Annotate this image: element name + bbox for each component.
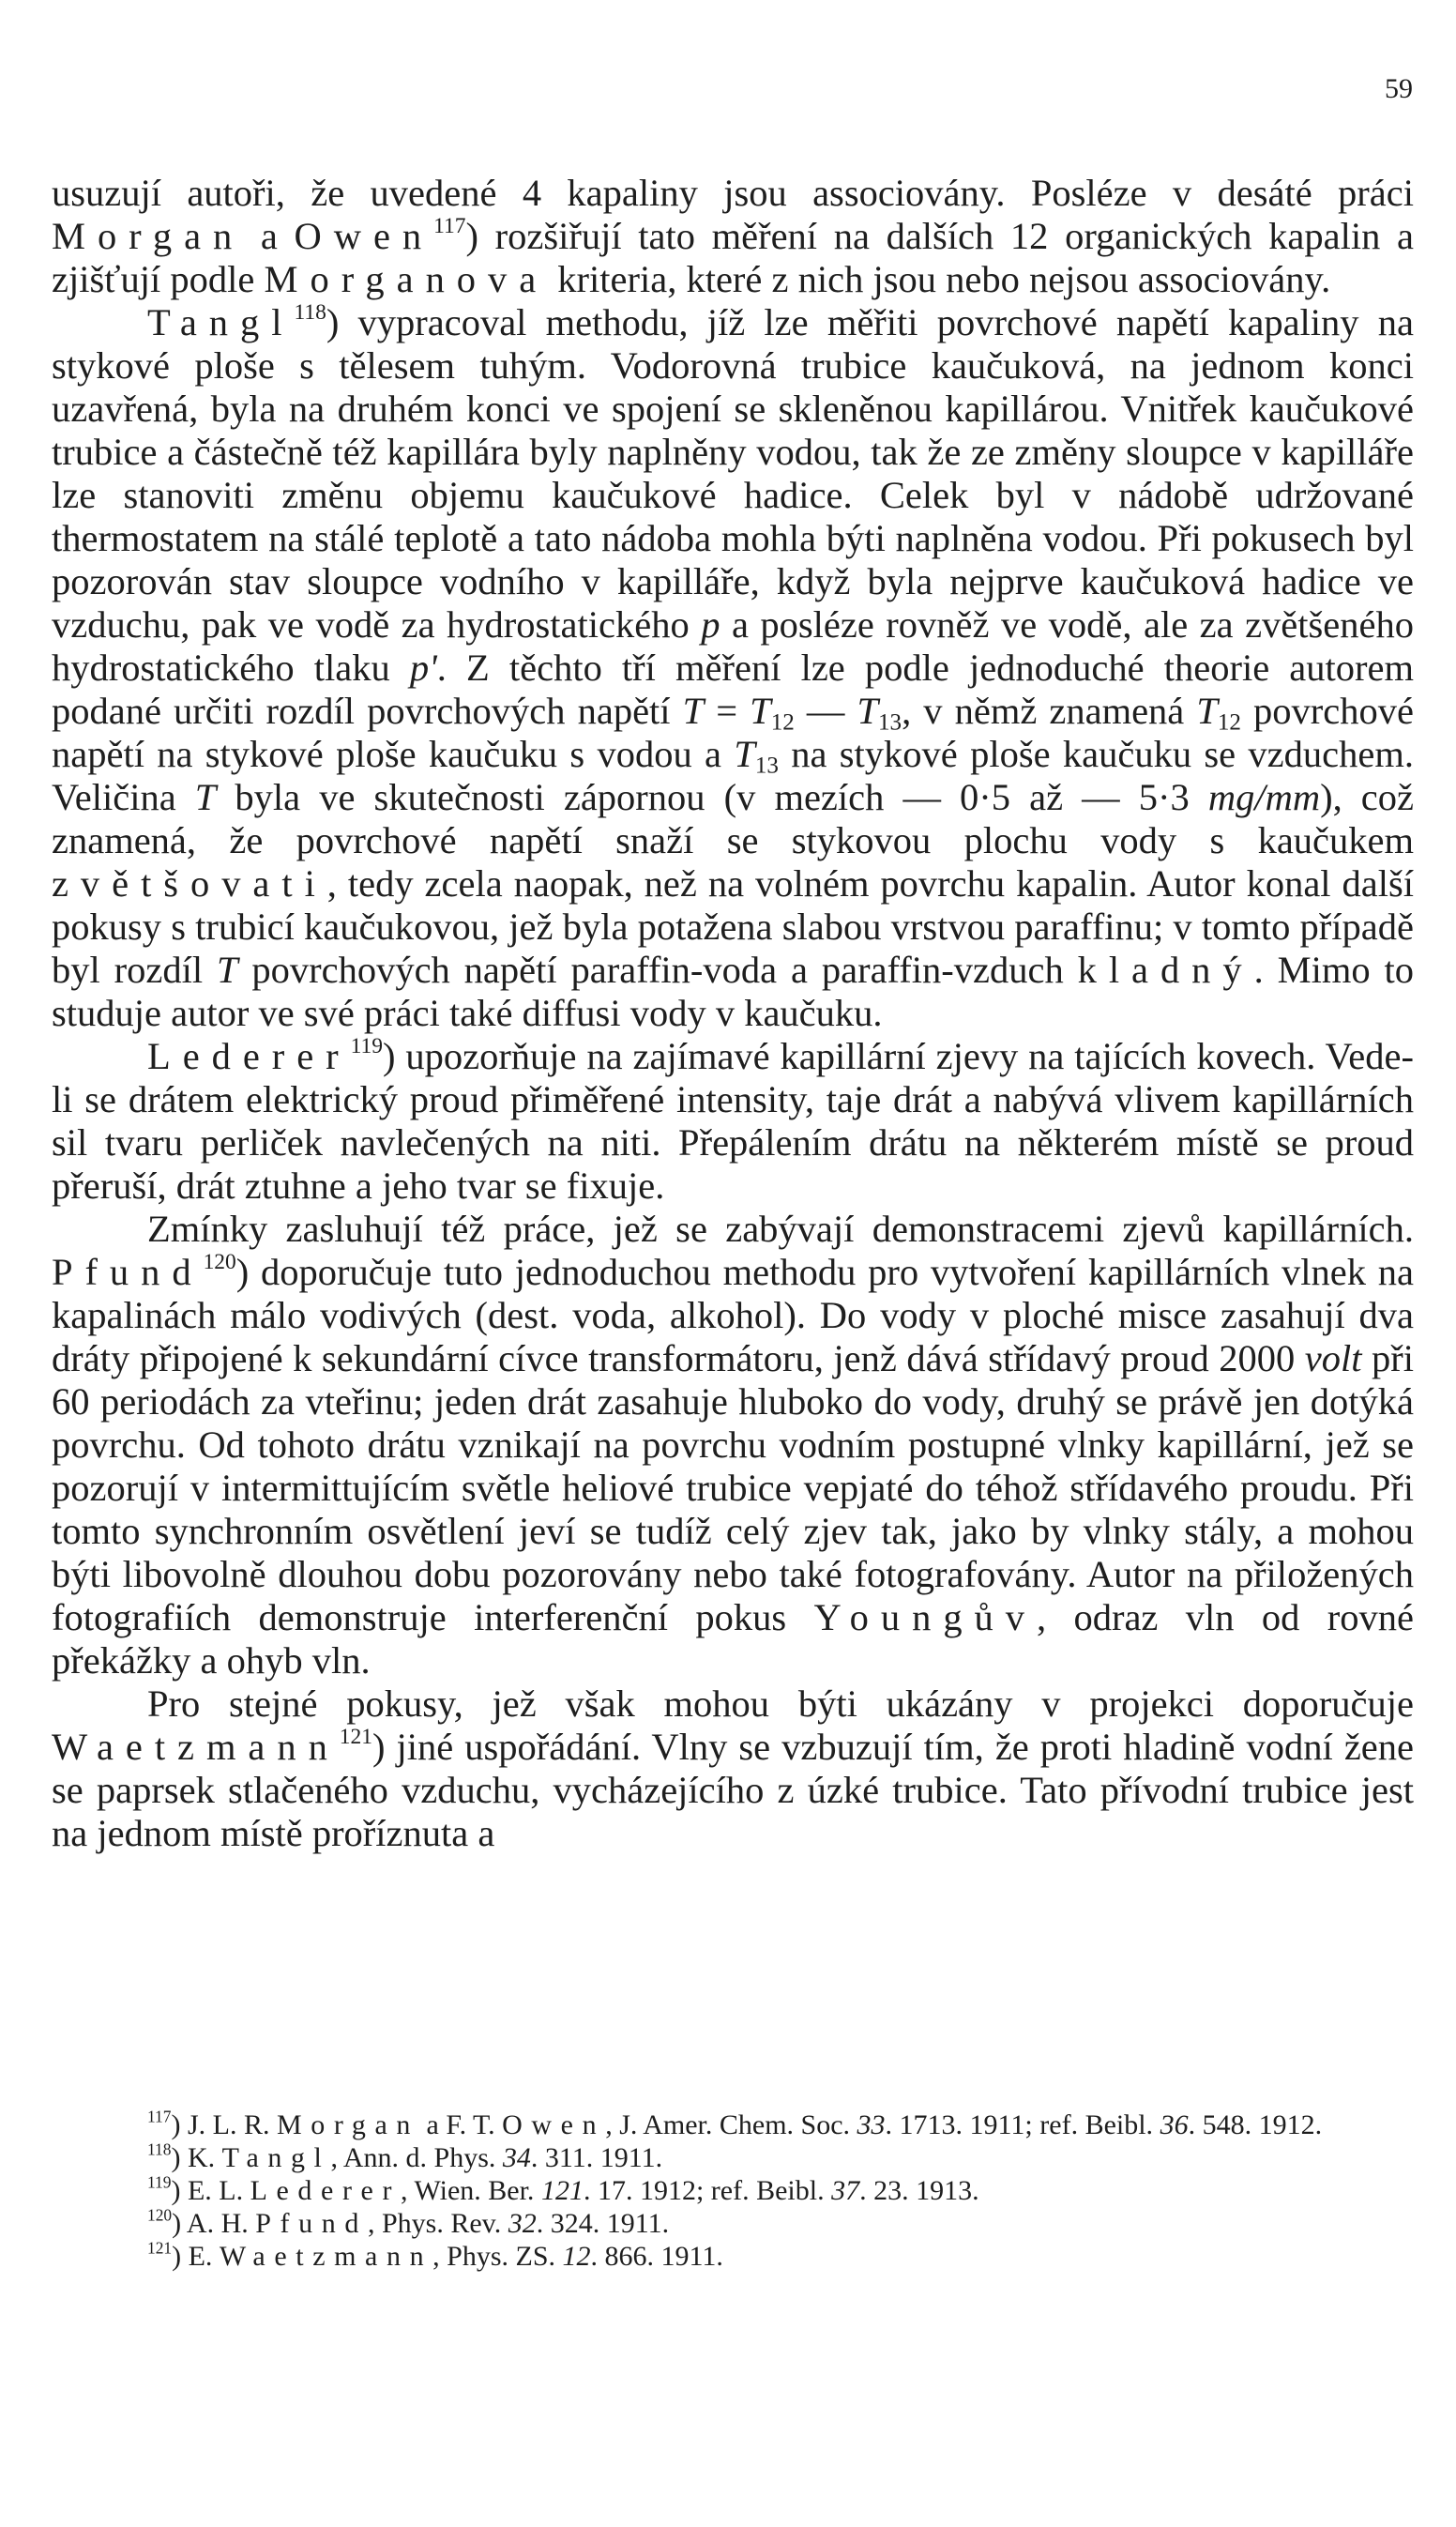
unit-symbol: mg/mm bbox=[1207, 776, 1321, 818]
footnotes bbox=[52, 2108, 1414, 2273]
author-name: Youngův bbox=[813, 1596, 1037, 1638]
paragraph-waetzmann: Pro stejné pokusy, jež však mohou býti ukázány v projekci doporučuje Waetzmann$^{121}$) jiné uspořádání. Vlny se vzbuzují tím, že proti hladině vodní žene se paprsek stlačeného vzduchu, vycházejícího z úzké trubice. Tato přívodní trubice jest na jednom místě proříznuta a bbox=[52, 1682, 1414, 1854]
footnote-119: $^{119}$) E. L. Lederer, Wien. Ber. 121. 17. 1912; ref. Beibl. 37. 23. 1913. bbox=[147, 2172, 979, 2206]
math-symbol: T bbox=[750, 690, 771, 732]
author-name: Morgan bbox=[52, 215, 245, 257]
math-symbol: T bbox=[194, 776, 217, 818]
footnote-118: $^{118}$) K. Tangl, Ann. d. Phys. 34. 311. 1911. bbox=[147, 2139, 663, 2173]
math-symbol: T bbox=[734, 733, 755, 775]
author-name: Pfund bbox=[255, 2208, 368, 2239]
footnote-ref: 120 bbox=[203, 1250, 236, 1275]
footnote-ref: 121 bbox=[339, 1725, 373, 1750]
math-symbol: T bbox=[857, 690, 878, 732]
footnote-ref: 118 bbox=[294, 300, 326, 326]
math-symbol: T bbox=[682, 690, 705, 732]
author-name: Tangl bbox=[221, 2142, 331, 2173]
author-name: Lederer bbox=[250, 2175, 402, 2206]
footnote-ref: 119 bbox=[350, 1034, 383, 1059]
main-text bbox=[52, 172, 1414, 1855]
math-symbol: p' bbox=[409, 647, 437, 689]
author-name: Morganova bbox=[264, 258, 549, 300]
footnote-120: $^{120}$) A. H. Pfund, Phys. Rev. 32. 324. 1911. bbox=[147, 2205, 670, 2239]
author-name: Owen bbox=[294, 215, 434, 257]
math-symbol: T bbox=[216, 949, 238, 991]
page-number: 59 bbox=[1385, 73, 1413, 104]
author-name: Morgan bbox=[276, 2109, 419, 2140]
paragraph-morgan-owen: usuzují autoři, že uvedené 4 kapaliny jsou associovány. Posléze v desáté práci Morgan a Owen$^{117}$) rozšiřují tato měření na dalších 12 organických kapalin a zjišťují podle Morganova kriteria, které z nich jsou nebo nejsou associovány. bbox=[52, 172, 1414, 300]
unit-symbol: volt bbox=[1304, 1337, 1362, 1379]
footnote-ref: 117 bbox=[433, 214, 466, 239]
math-symbol: T bbox=[1196, 690, 1218, 732]
emphasized-word: zvětšovati bbox=[52, 862, 327, 905]
paragraph-pfund: Zmínky zasluhují též práce, jež se zabývají demonstracemi zjevů kapillárních. Pfund$^{120}$) doporučuje tuto jednoduchou methodu pro vytvoření kapillárních vlnek na kapalinách málo vodivých (dest. voda, alkohol). Do vody v ploché misce zasahují dva dráty připojené k sekundární cívce transformátoru, jenž dává střídavý proud 2000 volt při 60 periodách za vteřinu; jeden drát zasahuje hluboko do vody, druhý se právě jen dotýká povrchu. Od tohoto drátu vznikají na povrchu vodním postupné vlnky kapillární, jež se pozorují v intermittujícím světle heliové trubice vepjaté do téhož střídavého proudu. Při tomto synchronním osvětlení jeví se tudíž celý zjev tak, jako by vlnky stály, a mohou býti libovolně dlouhou dobu pozorovány nebo také fotografovány. Autor na přiložených fotografiích demonstruje interferenční pokus Youngův, odraz vln od rovné překážky a ohyb vln. bbox=[52, 1208, 1414, 1682]
author-name: Owen bbox=[502, 2109, 606, 2140]
math-symbol: p bbox=[701, 603, 720, 646]
paragraph-tangl: Tangl$^{118}$) vypracoval methodu, jíž lze měřiti povrchové napětí kapaliny na stykové ploše s tělesem tuhým. Vodorovná trubice kaučuková, na jednom konci uzavřená, byla na druhém konci ve spojení se skleněnou kapillárou. Vnitřek kaučukové trubice a částečně též kapillára byly naplněny vodou, tak že ze změny sloupce v kapilláře lze stanoviti změnu objemu kaučukové hadice. Celek byl v nádobě udržované thermostatem na stálé teplotě a tato nádoba mohla býti naplněna vodou. Při pokusech byl pozorován stav sloupce vodního v kapilláře, když byla nejprve kaučuková hadice ve vzduchu, pak ve vodě za hydrostatického p a posléze rovněž ve vodě, ale za zvětšeného hydrostatického tlaku p'. Z těchto tří měření lze podle jednoduché theorie autorem podané určiti rozdíl povrchových napětí $T = T_{12}$ — $T_{13}$, v němž znamená $T_{12}$ povrchové napětí na stykové ploše kaučuku s vodou a $T_{13}$ na stykové ploše kaučuku se vzduchem. Veličina T byla ve skutečnosti zápornou (v mezích — 0·5 až — 5·3 mg/mm), což znamená, že povrchové napětí snaží se stykovou plochu vody s kaučukem zvětšovati, tedy zcela naopak, než na volném povrchu kapalin. Autor konal další pokusy s trubicí kaučukovou, jež byla potažena slabou vrstvou paraffinu; v tomto případě byl rozdíl T povrchových napětí paraffin-voda a paraffin-vzduch kladný. Mimo to studuje autor ve své práci také diffusi vody v kaučuku. bbox=[52, 300, 1414, 1034]
author-name: Tangl bbox=[147, 301, 295, 343]
paragraph-lederer: Lederer$^{119}$) upozorňuje na zajímavé kapillární zjevy na tajících kovech. Vede-li se drátem elektrický proud přiměřené intensity, taje drát a nabývá vlivem kapillárních sil tvaru perliček navlečených na niti. Přepálením drátu na některém místě se proud přeruší, drát ztuhne a jeho tvar se fixuje. bbox=[52, 1034, 1414, 1207]
author-name: Waetzmann bbox=[219, 2241, 433, 2272]
footnote-117: $^{117}$) J. L. R. Morgan a F. T. Owen, J. Amer. Chem. Soc. 33. 1713. 1911; ref. Beibl. 36. 548. 1912. bbox=[147, 2107, 1323, 2140]
emphasized-word: kladný bbox=[1077, 949, 1254, 991]
footnote-121: $^{121}$) E. Waetzmann, Phys. ZS. 12. 866. 1911. bbox=[147, 2238, 723, 2272]
author-name: Lederer bbox=[147, 1035, 351, 1077]
author-name: Waetzmann bbox=[52, 1726, 340, 1768]
author-name: Pfund bbox=[52, 1251, 204, 1293]
